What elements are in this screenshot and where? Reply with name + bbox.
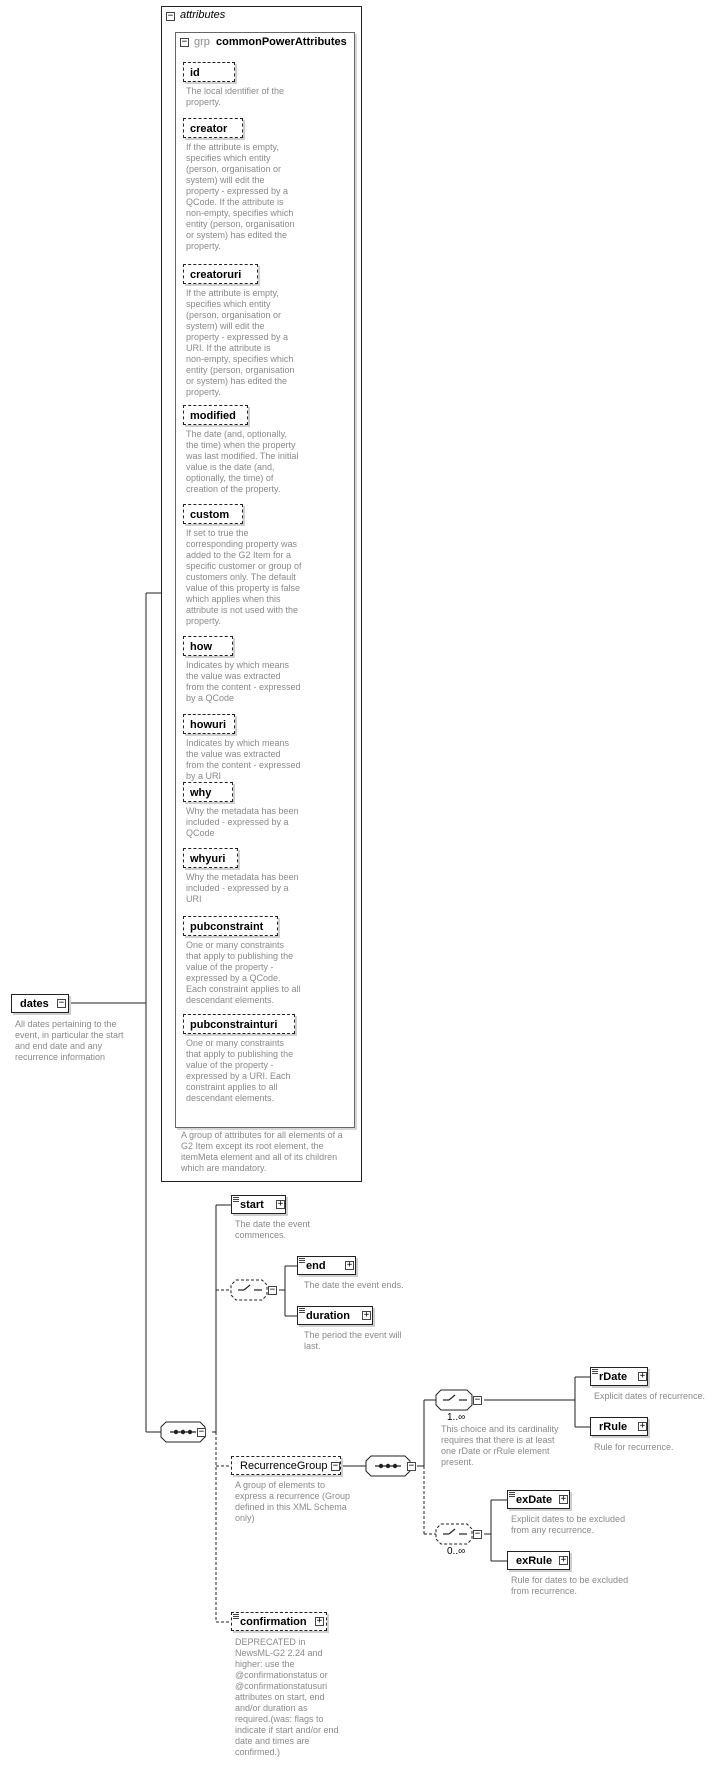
recurrence-group-collapse-icon[interactable]: −: [332, 1461, 339, 1471]
attributes-collapse-icon[interactable]: −: [167, 11, 174, 21]
attribute-whyuri[interactable]: [183, 848, 238, 868]
element-rdate-label: rDate: [599, 1371, 628, 1383]
attribute-label: id: [190, 67, 200, 79]
duration-description: The period the event will last.: [304, 1330, 402, 1351]
attribute-description: Indicates by which means the value was extracted from the content - expressed by a URI: [186, 738, 301, 781]
group-recurrence[interactable]: [231, 1456, 341, 1475]
attribute-how[interactable]: [183, 636, 233, 656]
attribute-description: One or many constraints that apply to publishing the value of the property - expressed by a QCode. Each constraint applies to all descendant elements.: [186, 940, 301, 1005]
rrule-expand-icon[interactable]: +: [639, 1421, 646, 1431]
root-collapse-icon[interactable]: −: [58, 998, 65, 1008]
element-icon: [299, 1258, 305, 1263]
confirmation-description: DEPRECATED in NewsML-G2 2.24 and higher: use the @confirmationstatus or @confirmationstatusuri attributes on start, end and/or duration as required.(was: flags to indicate if start and/or end date and times are confirmed.): [235, 1637, 339, 1757]
attribute-creatoruri[interactable]: [183, 264, 258, 284]
rdate-expand-icon[interactable]: +: [639, 1371, 646, 1381]
start-description: The date the event commences.: [235, 1219, 311, 1240]
choice-exdate-exrule-collapse-icon[interactable]: −: [474, 1529, 481, 1539]
attribute-label: custom: [190, 509, 230, 521]
attribute-description: The local identifier of the property.: [186, 86, 285, 107]
attribute-description: If the attribute is empty, specifies which entity (person, organisation or system) will edit the property - expressed by a URI. If the attribute is non-empty, specifies which entity (person, organisation or system) has edited the property.: [186, 288, 295, 397]
attribute-description: If set to true the corresponding property was added to the G2 Item for a specific customer or group of customers only. The default value of this property is false which applies when this attribute is not used with the property.: [186, 528, 302, 626]
attribute-label: creatoruri: [190, 269, 242, 281]
attribute-description: If the attribute is empty, specifies which entity (person, organisation or system) will edit the property - expressed by a QCode. If the attribute is non-empty, specifies which entity (person, organisation or system) has edited the property.: [186, 142, 295, 251]
start-expand-icon[interactable]: +: [277, 1199, 284, 1209]
exdate-description: Explicit dates to be excluded from any recurrence.: [511, 1514, 626, 1535]
element-icon: [592, 1369, 598, 1374]
attribute-description: Indicates by which means the value was extracted from the content - expressed by a QCode: [186, 660, 301, 703]
exrule-description: Rule for dates to be excluded from recurrence.: [511, 1575, 629, 1596]
attributes-label: attributes: [180, 9, 226, 21]
attribute-label: how: [190, 641, 212, 653]
attribute-label: creator: [190, 123, 228, 135]
element-duration-label: duration: [306, 1310, 350, 1322]
attribute-label: pubconstraint: [190, 921, 264, 933]
attribute-label: whyuri: [190, 853, 226, 865]
attribute-description: Why the metadata has been included - expressed by a URI: [186, 872, 299, 904]
exrule-expand-icon[interactable]: +: [560, 1555, 567, 1565]
element-end-label: end: [306, 1260, 326, 1272]
element-confirmation-label: confirmation: [240, 1616, 307, 1628]
group-collapse-icon[interactable]: −: [181, 37, 188, 47]
attribute-custom[interactable]: [183, 504, 243, 524]
sequence-collapse-icon[interactable]: −: [198, 1427, 205, 1437]
attribute-id[interactable]: [183, 62, 235, 82]
attribute-label: howuri: [190, 719, 227, 731]
choice-rdate-rrule-collapse-icon[interactable]: −: [474, 1395, 481, 1405]
attribute-description: One or many constraints that apply to publishing the value of the property - expressed by a URI. Each constraint applies to all descendant elements.: [186, 1038, 294, 1103]
attribute-description: Why the metadata has been included - expressed by a QCode: [186, 806, 299, 838]
element-icon: [233, 1614, 239, 1619]
attribute-label: pubconstrainturi: [190, 1019, 278, 1031]
root-description: All dates pertaining to the event, in particular the start and end date and any recurrence information: [15, 1019, 124, 1062]
attribute-modified[interactable]: [183, 405, 248, 425]
end-description: The date the event ends.: [304, 1280, 404, 1290]
rdate-description: Explicit dates of recurrence.: [594, 1391, 706, 1401]
attribute-pubconstrainturi[interactable]: [183, 1014, 295, 1034]
attribute-description: The date (and, optionally, the time) when the property was last modified. The initial value is the date (and, optionally, the time) of creation of the property.: [186, 429, 299, 494]
choice-end-duration-collapse-icon[interactable]: −: [269, 1285, 276, 1295]
element-icon: [299, 1308, 305, 1313]
group-name: commonPowerAttributes: [216, 36, 347, 48]
choice-note: This choice and its cardinality requires that there is at least one rDate or rRule element present.: [441, 1424, 559, 1467]
element-icon: [233, 1197, 239, 1202]
attribute-creator[interactable]: [183, 118, 243, 138]
exdate-expand-icon[interactable]: +: [560, 1494, 567, 1504]
root-element-label: dates: [20, 998, 49, 1010]
recurrence-group-description: A group of elements to express a recurrence (Group defined in this XML Schema only): [235, 1480, 351, 1523]
choice-exdate-exrule-cardinality: 0..∞: [447, 1546, 466, 1557]
attribute-label: modified: [190, 410, 236, 422]
duration-expand-icon[interactable]: +: [363, 1310, 370, 1320]
element-exdate-label: exDate: [516, 1494, 553, 1506]
element-rrule-label: rRule: [599, 1421, 628, 1433]
element-start-label: start: [240, 1199, 264, 1211]
sequence-recurrence-collapse-icon[interactable]: −: [408, 1461, 415, 1471]
element-confirmation[interactable]: [231, 1612, 327, 1631]
attribute-label: why: [190, 787, 212, 799]
element-icon: [509, 1492, 515, 1497]
rrule-description: Rule for recurrence.: [594, 1442, 674, 1452]
end-expand-icon[interactable]: +: [346, 1260, 353, 1270]
attribute-howuri[interactable]: [183, 714, 235, 734]
group-prefix: grp: [194, 36, 210, 48]
group-recurrence-label: RecurrenceGroup: [240, 1460, 328, 1472]
group-description: A group of attributes for all elements of a G2 Item except its root element, the itemMeta element and all of its children which are mandatory.: [181, 1130, 343, 1173]
element-exrule-label: exRule: [516, 1555, 553, 1567]
choice-rdate-rrule-cardinality: 1..∞: [447, 1412, 466, 1423]
attribute-why[interactable]: [183, 782, 233, 802]
confirmation-expand-icon[interactable]: +: [316, 1616, 323, 1626]
attribute-pubconstraint[interactable]: [183, 916, 278, 936]
